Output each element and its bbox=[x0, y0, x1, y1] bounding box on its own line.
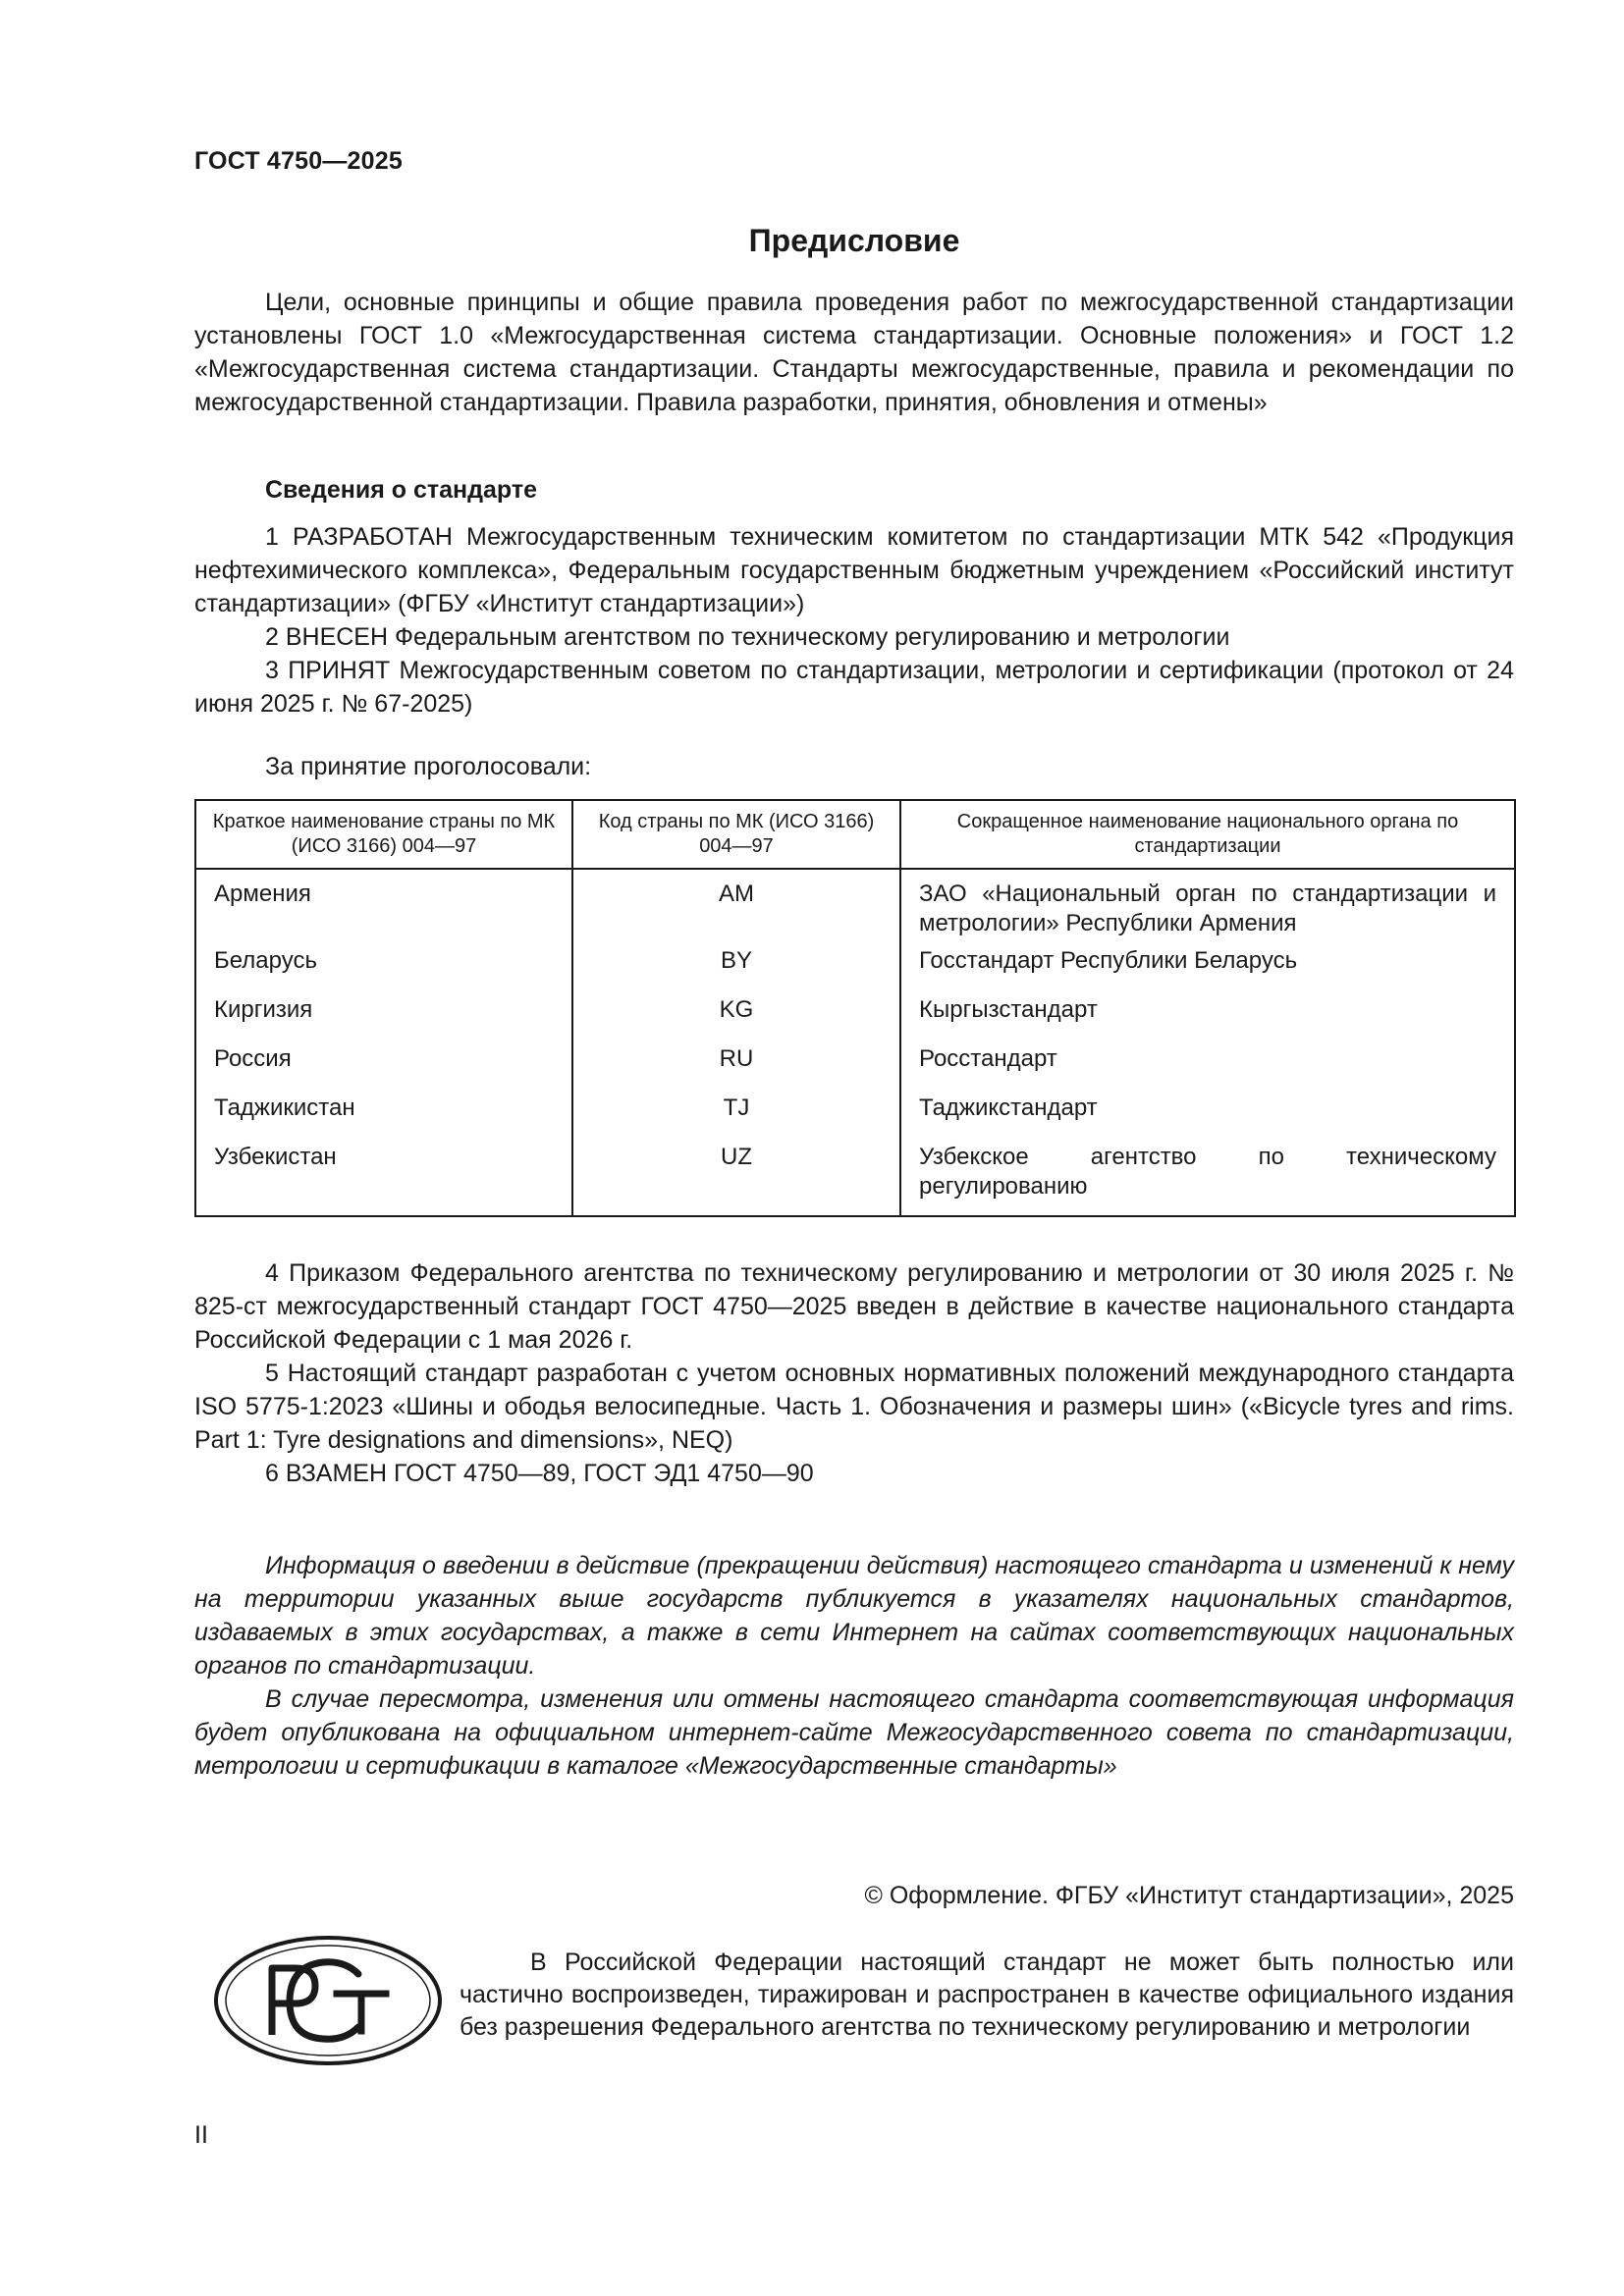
page-title: Предисловие bbox=[748, 223, 960, 258]
item-2: 2 ВНЕСЕН Федеральным агентством по техническому регулированию и метрологии bbox=[265, 623, 1230, 651]
code-cell: AM bbox=[572, 869, 900, 946]
voted-label: За принятие проголосовали: bbox=[265, 753, 592, 780]
foreword-intro bbox=[194, 286, 1514, 419]
organization-cell: ЗАО «Национальный орган по стандартизации и метрологии» Республики Армения bbox=[900, 869, 1515, 946]
copyright-notice: © Оформление. ФГБУ «Институт стандартизации», 2025 bbox=[864, 1882, 1514, 1909]
item-6: 6 ВЗАМЕН ГОСТ 4750—89, ГОСТ ЭД1 4750—90 bbox=[265, 1460, 814, 1487]
country-cell: Беларусь bbox=[195, 946, 572, 995]
organization-cell: Госстандарт Республики Беларусь bbox=[900, 946, 1515, 995]
country-cell: Узбекистан bbox=[195, 1143, 572, 1216]
organization-cell: Кыргызстандарт bbox=[900, 995, 1515, 1044]
info-paragraph-1: Информация о введении в действие (прекращении действия) настоящего стандарта и изменений к нему на территории указанных выше государств публикуется в указателях национальных стандартов, издаваемых в этих государствах, а также в сети Интернет на сайтах соответствующих национальных органов по стандартизации. bbox=[194, 1552, 1514, 1680]
table-row bbox=[195, 1143, 1515, 1216]
country-cell: Россия bbox=[195, 1044, 572, 1094]
standard-info-items-continued bbox=[194, 1256, 1514, 1490]
publication-info bbox=[194, 1549, 1514, 1783]
rights-paragraph: В Российской Федерации настоящий стандарт не может быть полностью или частично воспроизведен, тиражирован и распространен в качестве официального издания без разрешения Федерального агентства по техническому регулированию и метрологии bbox=[460, 1949, 1514, 2041]
code-cell: RU bbox=[572, 1044, 900, 1094]
rst-certification-logo-icon bbox=[211, 1933, 445, 2068]
organization-cell: Росстандарт bbox=[900, 1044, 1515, 1094]
table-header-row bbox=[195, 800, 1515, 869]
intro-paragraph: Цели, основные принципы и общие правила проведения работ по межгосударственной стандартизации установлены ГОСТ 1.0 «Межгосударственная система стандартизации. Основные положения» и ГОСТ 1.2 «Межгосударственная система стандартизации. Стандарты межгосударственные, правила и рекомендации по межгосударственной стандартизации. Правила разработки, принятия, обновления и отмены» bbox=[194, 289, 1514, 416]
organization-cell: Узбекское агентство по техническому регулированию bbox=[900, 1143, 1515, 1216]
code-cell: UZ bbox=[572, 1143, 900, 1216]
item-3: 3 ПРИНЯТ Межгосударственным советом по стандартизации, метрологии и сертификации (протокол от 24 июня 2025 г. № 67-2025) bbox=[194, 657, 1514, 718]
code-cell: TJ bbox=[572, 1094, 900, 1143]
organization-cell: Таджикстандарт bbox=[900, 1094, 1515, 1143]
item-1: 1 РАЗРАБОТАН Межгосударственным техническим комитетом по стандартизации МТК 542 «Продукция нефтехимического комплекса», Федеральным государственным бюджетным учреждением «Российский институт стандартизации» (ФГБУ «Институт стандартизации») bbox=[194, 523, 1514, 617]
code-cell: KG bbox=[572, 995, 900, 1044]
code-cell: BY bbox=[572, 946, 900, 995]
rights-notice bbox=[460, 1947, 1514, 2044]
header-country: Краткое наименование страны по МК (ИСО 3166) 004—97 bbox=[195, 800, 572, 869]
header-code: Код страны по МК (ИСО 3166) 004—97 bbox=[572, 800, 900, 869]
document-code: ГОСТ 4750—2025 bbox=[194, 147, 403, 175]
item-5: 5 Настоящий стандарт разработан с учетом основных нормативных положений международного стандарта ISO 5775-1:2023 «Шины и ободья велосипедные. Часть 1. Обозначения и размеры шин» («Bicycle tyres and rims. Part 1: Tyre designations and dimensions», NEQ) bbox=[194, 1360, 1514, 1454]
table-row bbox=[195, 1094, 1515, 1143]
page-number: II bbox=[194, 2121, 208, 2149]
item-4: 4 Приказом Федерального агентства по техническому регулированию и метрологии от 30 июля 2025 г. № 825-ст межгосударственный стандарт ГОСТ 4750—2025 введен в действие в качестве национального стандарта Российской Федерации с 1 мая 2026 г. bbox=[194, 1259, 1514, 1354]
info-paragraph-2: В случае пересмотра, изменения или отмены настоящего стандарта соответствующая информация будет опубликована на официальном интернет-сайте Межгосударственного совета по стандартизации, метрологии и сертификации в каталоге «Межгосударственные стандарты» bbox=[194, 1685, 1514, 1780]
table-row bbox=[195, 1044, 1515, 1094]
country-cell: Армения bbox=[195, 869, 572, 946]
table-row bbox=[195, 995, 1515, 1044]
voting-table bbox=[194, 799, 1516, 1217]
country-cell: Таджикистан bbox=[195, 1094, 572, 1143]
country-cell: Киргизия bbox=[195, 995, 572, 1044]
header-organization: Сокращенное наименование национального органа по стандартизации bbox=[900, 800, 1515, 869]
table-row bbox=[195, 869, 1515, 946]
section-heading: Сведения о стандарте bbox=[265, 476, 538, 504]
rst-logo bbox=[211, 1933, 445, 2073]
table-row bbox=[195, 946, 1515, 995]
standard-info-items bbox=[194, 520, 1514, 721]
